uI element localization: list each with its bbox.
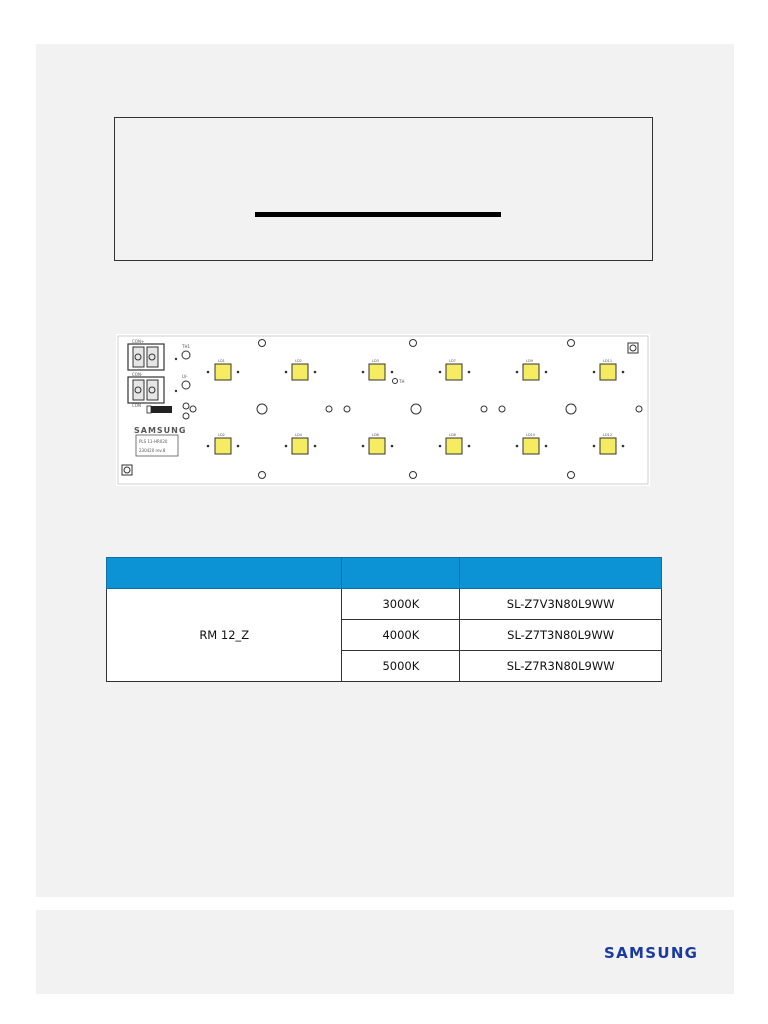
title-box: [114, 117, 653, 261]
led-label: LD11: [603, 359, 613, 363]
part-number-cell: SL-Z7V3N80L9WW: [460, 589, 662, 620]
cct-cell: 4000K: [342, 620, 460, 651]
pcb-silkscreen-logo: SAMSUNG: [134, 426, 187, 435]
switch-component: [150, 406, 172, 413]
pcb-date-code: 230420 rev.8: [139, 448, 166, 453]
pcb-board-label: LV-: [182, 374, 188, 379]
led-label: LD8: [449, 433, 456, 437]
connector-bottom: [128, 377, 164, 403]
connector-top: [128, 344, 164, 370]
pcb-board-drawing: [116, 334, 650, 486]
led-label: LD2: [295, 359, 302, 363]
pcb-connector-label: CON+: [132, 339, 145, 344]
header-cct: [342, 558, 460, 589]
via: [175, 390, 177, 392]
led-label: LD7: [449, 359, 456, 363]
pcb-outline: [118, 336, 648, 484]
via: [175, 358, 177, 360]
pcb-image: [116, 334, 650, 486]
table-header-row: [107, 558, 662, 589]
title-underline: [255, 212, 501, 217]
table-row: [107, 589, 662, 620]
cct-cell: 5000K: [342, 651, 460, 682]
part-number-cell: SL-Z7T3N80L9WW: [460, 620, 662, 651]
pcb-connector-label: CON: [132, 403, 141, 408]
led-label: LD4: [295, 433, 302, 437]
samsung-logo: SAMSUNG: [604, 944, 699, 962]
header-part-number: [460, 558, 662, 589]
led-label: LD12: [603, 433, 613, 437]
part-number-cell: SL-Z7R3N80L9WW: [460, 651, 662, 682]
model-cell: RM 12_Z: [107, 589, 342, 682]
header-model: [107, 558, 342, 589]
pcb-board-label: TH1: [182, 344, 190, 349]
switch-tab: [147, 406, 151, 413]
led-label: LD6: [372, 433, 379, 437]
led-label: LD3: [372, 359, 379, 363]
thermistor-label: TH: [399, 379, 405, 384]
led-label: LD1: [218, 359, 225, 363]
led-label: LD10: [526, 433, 536, 437]
led-label: LD9: [526, 359, 533, 363]
pcb-connector-label: CON-: [132, 372, 143, 377]
pcb-part-code: PLS 11-HR020: [139, 439, 168, 444]
cct-cell: 3000K: [342, 589, 460, 620]
product-table: [106, 557, 662, 682]
led-label: LD2: [218, 433, 225, 437]
